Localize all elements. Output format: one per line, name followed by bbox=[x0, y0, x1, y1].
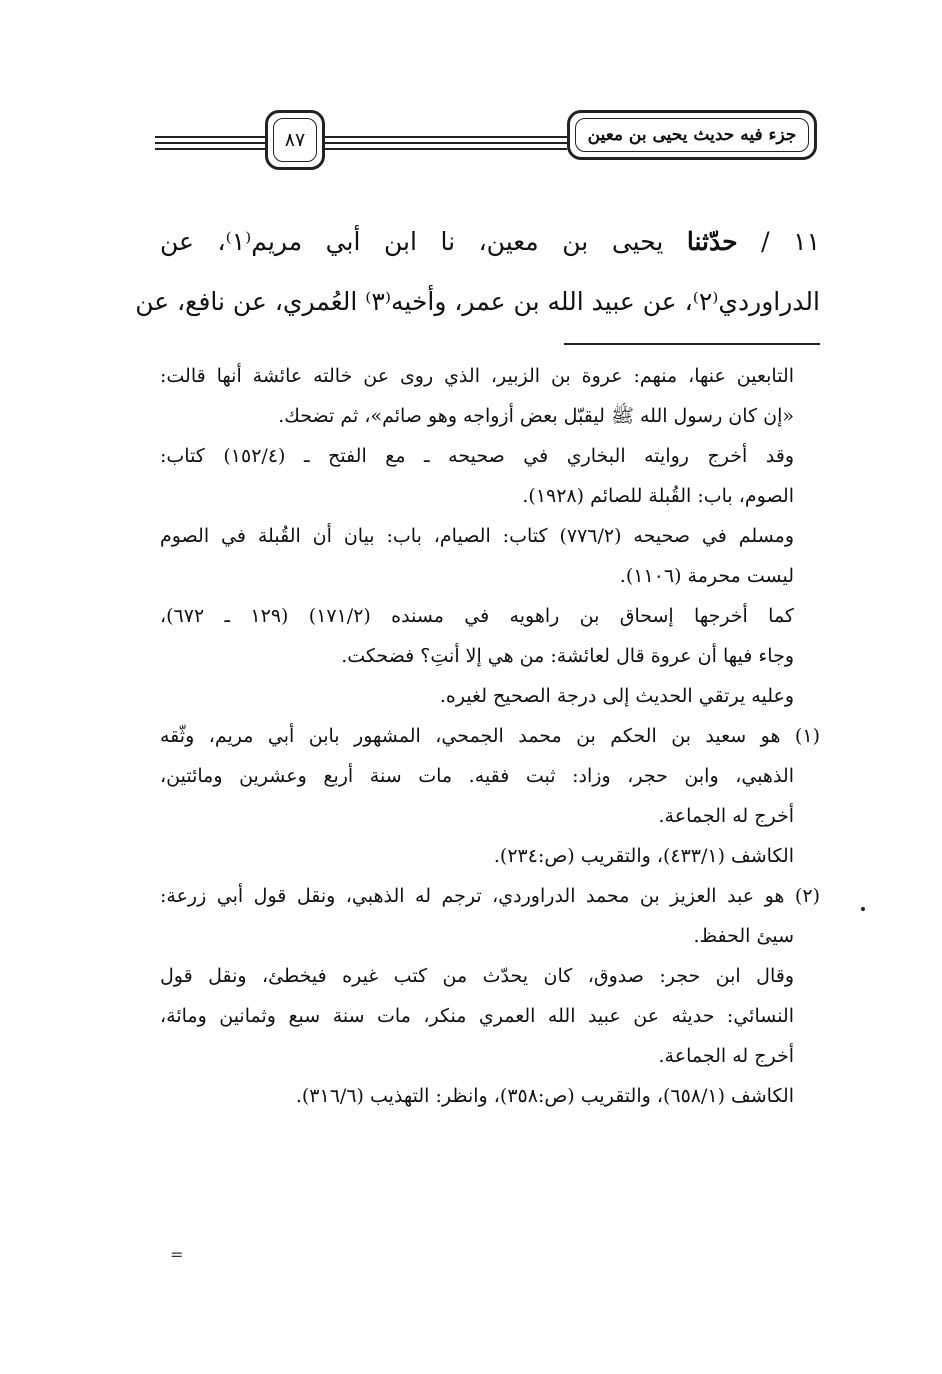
main-line-1-text: يحيى بن معين، نا ابن أبي مريم⁽١⁾، عن bbox=[160, 227, 687, 256]
footnote-line: أخرج له الجماعة. bbox=[658, 805, 794, 827]
footnote-line: النسائي: حديثه عن عبيد الله العمري منكر، مات سنة سبع وثمانين ومائة، bbox=[160, 1005, 794, 1027]
footnote-line: (٢) هو عبد العزيز بن محمد الدراوردي، ترجم له الذهبي، ونقل قول أبي زرعة: bbox=[160, 885, 820, 907]
footnote-line: ليست محرمة (١١٠٦). bbox=[619, 565, 794, 587]
footnote-line: وقد أخرج روايته البخاري في صحيحه ـ مع الفتح ـ (١٥٢/٤) كتاب: bbox=[160, 445, 794, 467]
page-number-text: ٨٧ bbox=[284, 129, 306, 151]
book-title-text: جزء فيه حديث يحيى بن معين bbox=[587, 125, 797, 145]
stray-mark bbox=[861, 907, 865, 911]
footnote-line: أخرج له الجماعة. bbox=[658, 1045, 794, 1067]
header-rule-middle bbox=[325, 148, 567, 150]
main-line-2-text: الدراوردي⁽٢⁾، عن عبيد الله بن عمر، وأخيه⁽٣⁾ العُمري، عن نافع، عن bbox=[135, 287, 820, 316]
footnote-line: سيئ الحفظ. bbox=[693, 925, 794, 947]
footnote-line: وعليه يرتقي الحديث إلى درجة الصحيح لغيره. bbox=[439, 685, 794, 707]
footnote-line: «إن كان رسول الله ﷺ ليقبّل بعض أزواجه وهو صائم»، ثم تضحك. bbox=[278, 405, 794, 427]
narration-keyword: حدّثنا bbox=[686, 227, 738, 256]
main-line-1 bbox=[160, 212, 820, 272]
footnotes bbox=[160, 356, 820, 1116]
main-text bbox=[135, 212, 820, 332]
footnote-line: وجاء فيها أن عروة قال لعائشة: من هي إلا أنتِ؟ فضحكت. bbox=[341, 645, 794, 667]
header-rule-left bbox=[155, 136, 265, 138]
book-title bbox=[567, 110, 817, 160]
header-rule-left bbox=[155, 142, 265, 144]
header-rule-middle bbox=[325, 142, 567, 144]
footnote-line: الذهبي، وابن حجر، وزاد: ثبت فقيه. مات سنة أربع وعشرين ومائتين، bbox=[160, 765, 794, 787]
header-rule-middle bbox=[325, 136, 567, 138]
page-header bbox=[0, 0, 942, 200]
footnote-line: الكاشف (٦٥٨/١)، والتقريب (ص:٣٥٨)، وانظر: التهذيب (٣١٦/٦). bbox=[295, 1085, 794, 1107]
footnote-line: التابعين عنها، منهم: عروة بن الزبير، الذي روى عن خالته عائشة أنها قالت: bbox=[160, 365, 794, 387]
main-line-2 bbox=[135, 272, 820, 332]
bottom-mark: = bbox=[170, 1245, 184, 1264]
footnote-line: كما أخرجها إسحاق بن راهويه في مسنده (١٧١/٢) (١٢٩ ـ ٦٧٢)، bbox=[160, 605, 794, 627]
footnote-line: الصوم، باب: القُبلة للصائم (١٩٢٨). bbox=[522, 485, 794, 507]
footnote-line: (١) هو سعيد بن الحكم بن محمد الجمحي، المشهور بابن أبي مريم، وثّقه bbox=[160, 725, 820, 747]
footnote-line: الكاشف (٤٣٣/١)، والتقريب (ص:٢٣٤). bbox=[493, 845, 794, 867]
footnote-line: ومسلم في صحيحه (٧٧٦/٢) كتاب: الصيام، باب: بيان أن القُبلة في الصوم bbox=[160, 525, 794, 547]
hadith-number: ١١ / bbox=[737, 227, 820, 256]
header-rule-left bbox=[155, 148, 265, 150]
footnote-line: وقال ابن حجر: صدوق، كان يحدّث من كتب غيره فيخطئ، ونقل قول bbox=[160, 965, 794, 987]
page-number bbox=[265, 110, 325, 170]
footnote-separator bbox=[564, 343, 820, 345]
